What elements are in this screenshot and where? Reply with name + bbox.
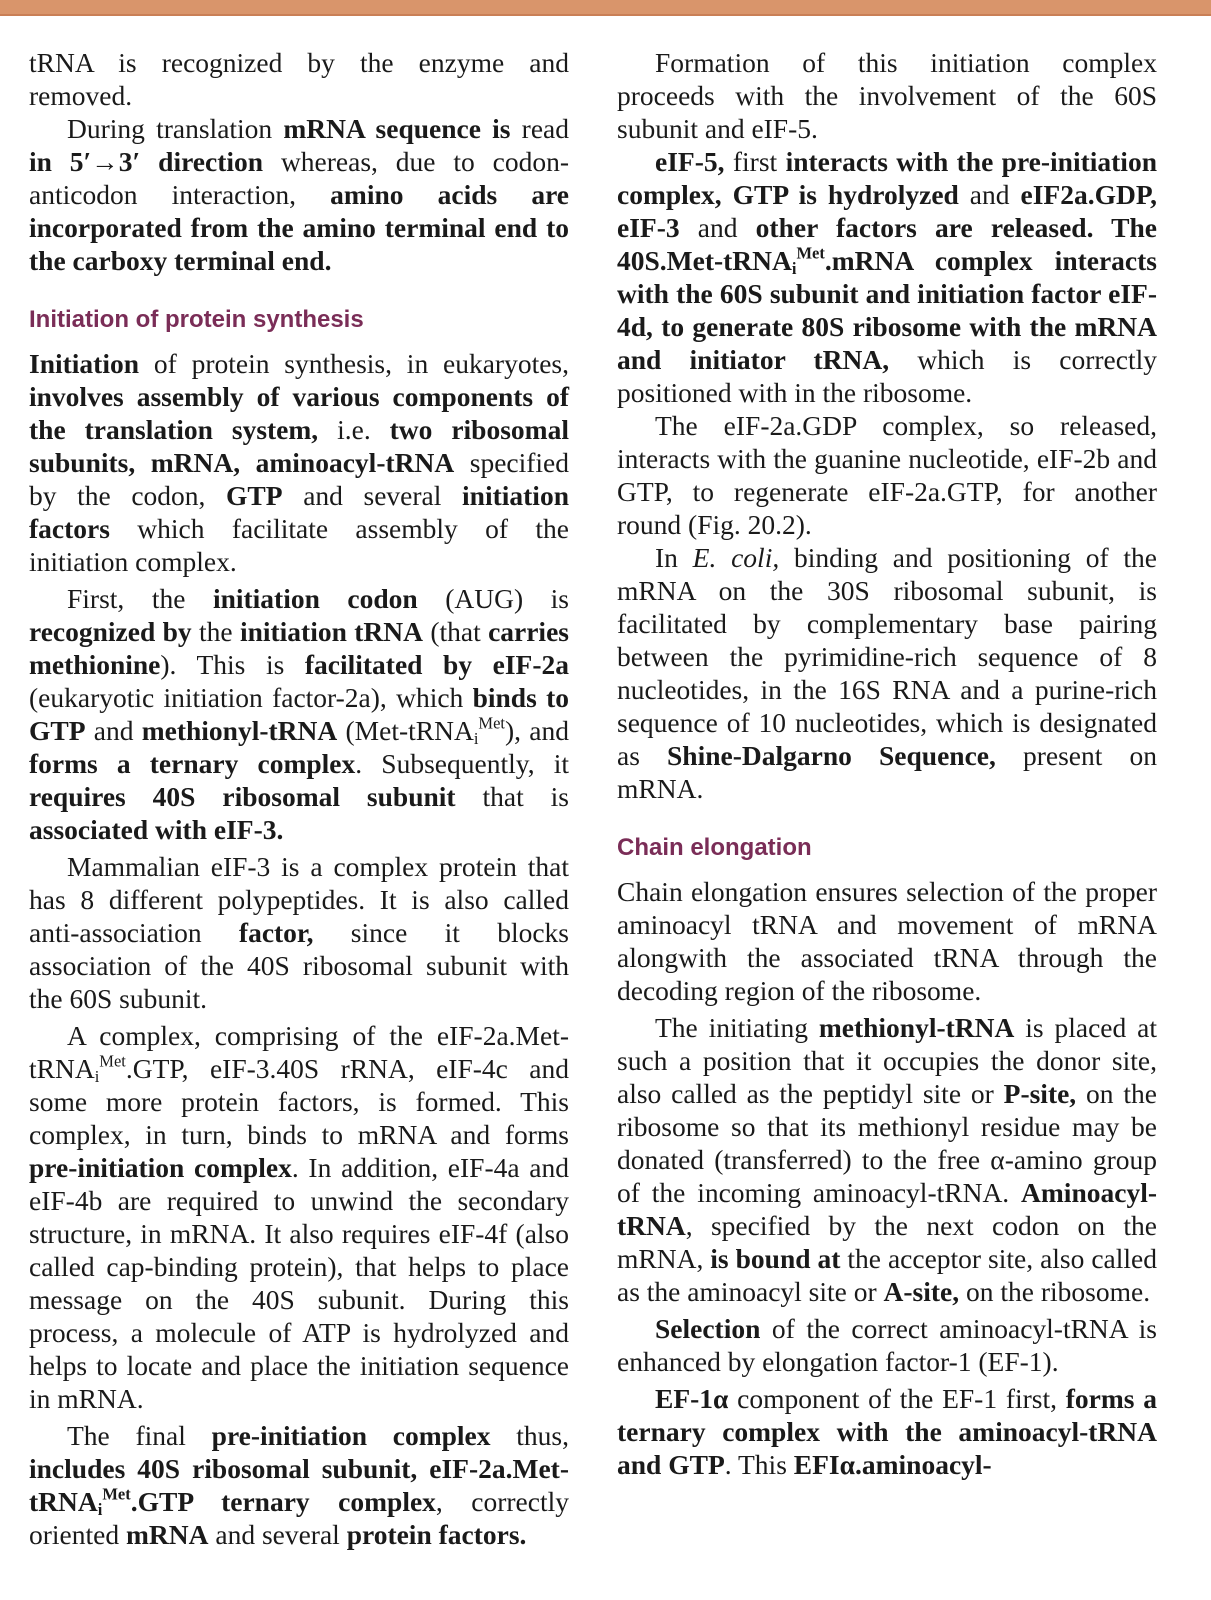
text-run: tRNA is recognized by the enzyme and removed. [29,47,569,111]
paragraph [617,409,1157,541]
text-run: and [85,715,142,746]
text-run: EF-1α [655,1383,729,1414]
text-run: Shine-Dalgarno Sequence, [667,740,996,771]
paragraph [617,1011,1157,1308]
text-run: initiation codon [212,583,418,614]
text-run: E. coli, [692,542,780,573]
paragraph [29,850,569,1015]
text-run: Formation of this initiation complex proceeds with the involvement of the 60S subunit and eIF-5. [617,47,1157,144]
text-run: which facilitate assembly of the initiation complex. [29,513,569,577]
text-run: The eIF-2a.GDP complex, so released, interacts with the guanine nucleotide, eIF-2b and GTP, to regenerate eIF-2a.GTP, for another round (Fig. 20.2). [617,410,1157,540]
text-run: eIF2a.GDP, eIF-3 [617,179,1157,243]
text-run: Aminoacyl-tRNA [617,1177,1157,1241]
text-run: read [510,113,569,144]
superscript: Met [796,243,825,263]
text-run: ). This is [160,649,305,680]
text-run: (that [422,616,489,647]
text-run: binding and positioning of the mRNA on the 30S ribosomal subunit, is facilitated by complementary base pairing between the pyrimidine-rich sequence of 8 nucleotides, in the 16S RNA and a purine-rich sequence of 10 nucleotides, which is designated as [617,542,1157,771]
text-run: GTP [226,480,283,511]
text-run: methionyl-tRNA [141,715,338,746]
paragraph [29,1419,569,1551]
text-run: includes 40S ribosomal subunit, eIF-2a.Met-tRNA [29,1453,569,1517]
text-run: that is [455,781,569,812]
text-run: first [724,146,786,177]
text-run: the [191,616,240,647]
paragraph [617,46,1157,145]
paragraph [29,112,569,277]
text-run: of protein synthesis, in eukaryotes, [139,348,569,379]
text-run: .mRNA complex interacts with the 60S subunit and initiation factor eIF-4d, to generate 80S ribosome with the mRNA and initiator tRNA, [617,245,1157,375]
text-run: is bound at [710,1243,841,1274]
paragraph [617,541,1157,805]
text-run: in 5′→3′ direction [29,146,264,177]
text-run: The initiating [655,1012,819,1043]
paragraph [29,46,569,112]
paragraph [617,1382,1157,1481]
subscript: i [97,1500,103,1520]
text-run: . Subsequently, it [355,748,570,779]
text-run: During translation [67,113,284,144]
text-run: associated with eIF-3. [29,814,284,845]
text-run: Chain elongation ensures selection of the proper aminoacyl tRNA and movement of mRNA alongwith the associated tRNA through the decoding region of the ribosome. [617,876,1157,1006]
text-run: involves assembly of various components of the translation system, [29,381,569,445]
text-run: protein factors. [346,1519,527,1550]
text-run: component of the EF-1 first, [728,1383,1066,1414]
left-column [29,46,569,1551]
subscript: i [94,1067,100,1087]
text-run: other factors are released. The 40S.Met-tRNA [617,212,1157,276]
text-run: P-site, [1003,1078,1077,1109]
text-run: , correctly oriented [29,1486,569,1550]
text-run: and several [282,480,463,511]
text-run: on the ribosome so that its methionyl residue may be donated (transferred) to the free α-amino group of the incoming aminoacyl-tRNA. [617,1078,1157,1208]
text-run: Selection [655,1313,761,1344]
text-run: and several [208,1519,347,1550]
text-run: on the ribosome. [959,1276,1151,1307]
text-run: carries methionine [29,616,569,680]
text-run: whereas, due to codon-anticodon interaction, [29,146,569,210]
paragraph [29,582,569,846]
section-heading: Initiation of protein synthesis [29,306,364,333]
subscript: i [473,729,479,749]
text-run: pre-initiation complex [211,1420,491,1451]
right-column [617,46,1157,1481]
text-run: requires 40S ribosomal subunit [29,781,456,812]
text-run: two ribosomal subunits, mRNA, aminoacyl-tRNA [29,414,569,478]
page-top-rule [0,0,1211,16]
text-run: present on mRNA. [617,740,1157,804]
text-run: forms a ternary complex [29,748,356,779]
text-run: Initiation [29,348,140,379]
text-run: since it blocks association of the 40S ribosomal subunit with the 60S subunit. [29,917,569,1014]
superscript: Met [99,1051,126,1071]
text-run: of the correct aminoacyl-tRNA is enhanced by elongation factor-1 (EF-1). [617,1313,1157,1377]
subscript: i [791,259,797,279]
text-run: (eukaryotic initiation factor-2a), which [29,682,473,713]
section-heading: Chain elongation [617,834,812,861]
paragraph [29,347,569,578]
text-run: initiation tRNA [239,616,423,647]
text-run: ), and [505,715,569,746]
text-run: (Met-tRNA [337,715,474,746]
text-run: the acceptor site, also called as the aminoacyl site or [617,1243,1157,1307]
paragraph [617,1312,1157,1378]
text-run: (AUG) is [417,583,569,614]
text-run: The final [67,1420,212,1451]
text-run: . In addition, eIF-4a and eIF-4b are required to unwind the secondary structure, in mRNA. It also requires eIF-4f (also called cap-binding protein), that helps to place message on the 40S subunit. During this process, a molecule of ATP is hydrolyzed and helps to locate and place the initiation sequence in mRNA. [29,1152,570,1414]
text-run: initiation factors [29,480,569,544]
text-run: mRNA [125,1519,209,1550]
text-run: amino acids are incorporated from the amino terminal end to the carboxy terminal end. [29,179,569,276]
text-run: First, the [67,583,213,614]
superscript: Met [102,1484,131,1504]
text-run: and [958,179,1021,210]
text-run: Mammalian eIF-3 is a complex protein that has 8 different polypeptides. It is also called anti-association [29,851,569,948]
text-run: which is correctly positioned with in the ribosome. [617,344,1157,408]
text-run: forms a ternary complex with the aminoacyl-tRNA and GTP [617,1383,1157,1480]
text-run: . This [724,1449,794,1480]
superscript: Met [478,713,506,733]
paragraph [29,1019,569,1415]
text-run: facilitated by eIF-2a [304,649,569,680]
text-run: EFIα.aminoacyl- [793,1449,992,1480]
text-run: pre-initiation complex [29,1152,292,1183]
text-run: interacts with the pre-initiation complex, GTP is hydrolyzed [617,146,1157,210]
text-run: , specified by the next codon on the mRNA, [617,1210,1157,1274]
text-run: specified by the codon, [29,447,570,511]
text-run: thus, [490,1420,569,1451]
text-run: i.e. [318,414,390,445]
text-run: methionyl-tRNA [818,1012,1015,1043]
text-run: eIF-5, [655,146,725,177]
text-run: A-site, [883,1276,960,1307]
text-run: .GTP, eIF-3.40S rRNA, eIF-4c and some more protein factors, is formed. This complex, in turn, binds to mRNA and forms [29,1053,569,1150]
text-run: In [655,542,693,573]
text-run: factor, [238,917,314,948]
text-run: recognized by [29,616,192,647]
paragraph [617,145,1157,409]
text-run: .GTP ternary complex [130,1486,436,1517]
paragraph [617,875,1157,1007]
text-run: A complex, comprising of the eIF-2a.Met-tRNA [29,1020,569,1084]
text-run: mRNA sequence is [283,113,511,144]
text-run: binds to GTP [29,682,569,746]
text-run: is placed at such a position that it occupies the donor site, also called as the peptidyl site or [617,1012,1157,1109]
text-run: and [679,212,756,243]
